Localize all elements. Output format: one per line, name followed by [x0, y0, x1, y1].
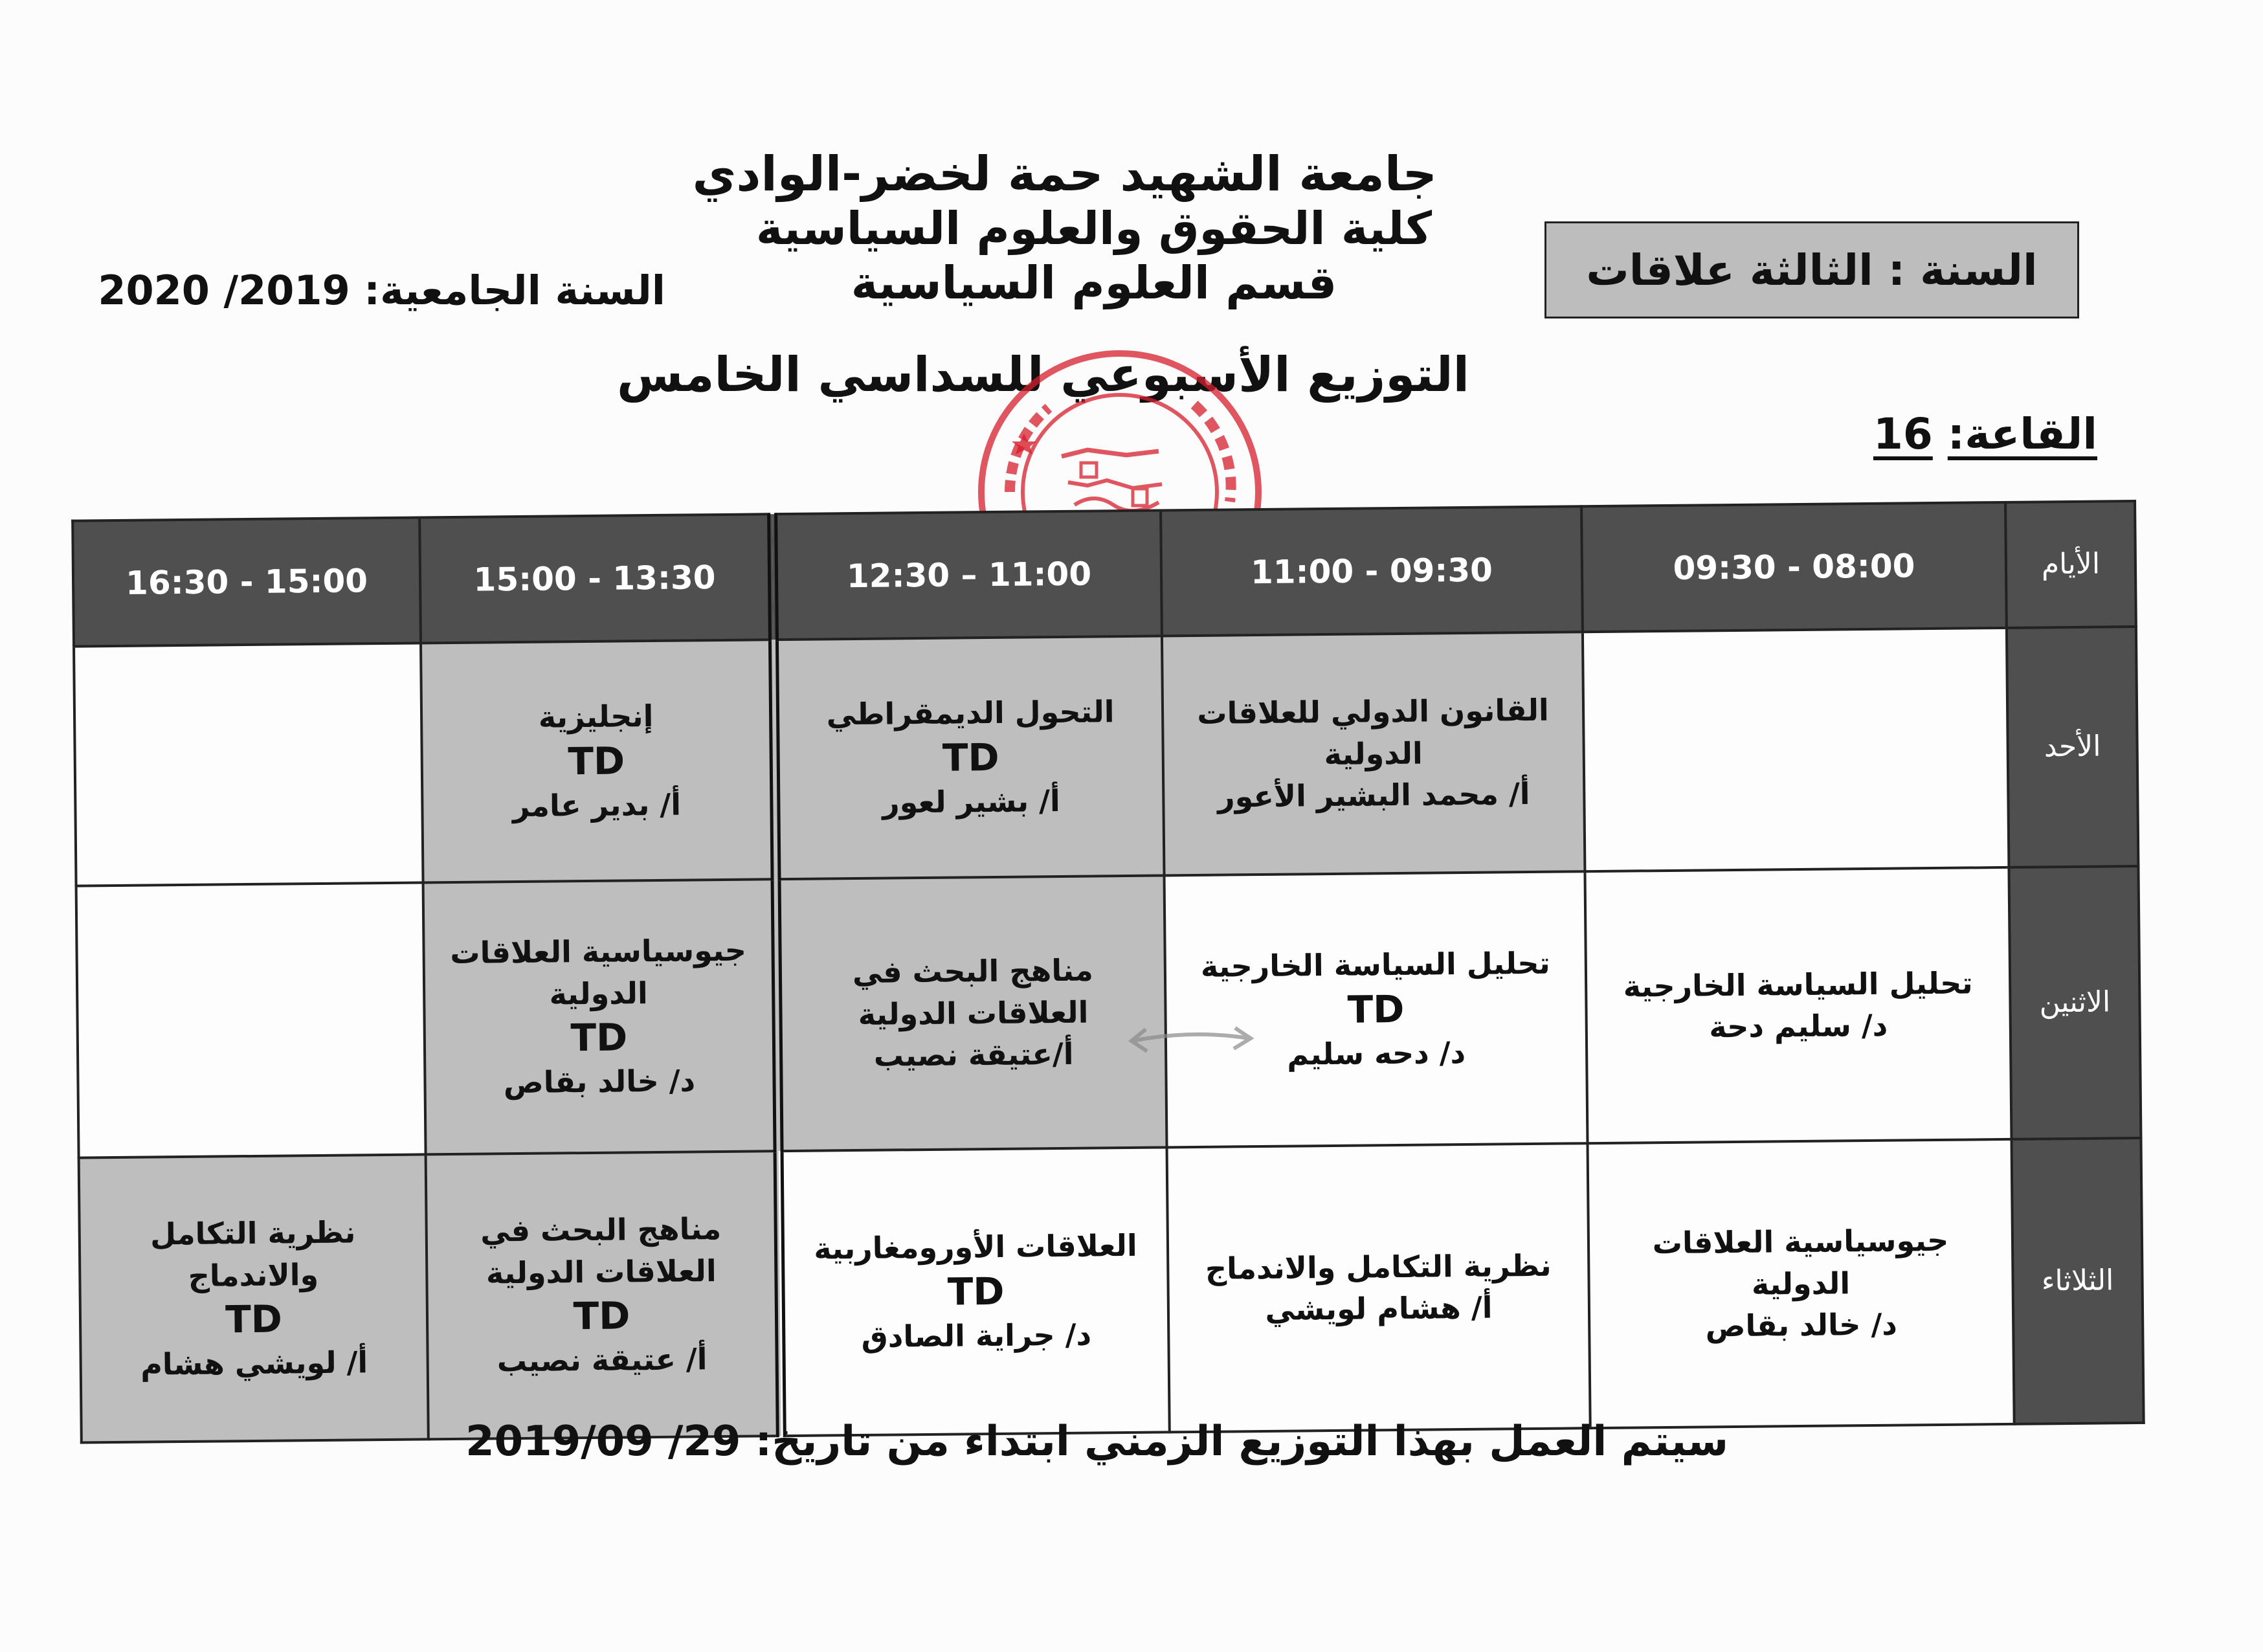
cell-monday-slot3 — [776, 875, 1167, 1151]
instructor-name: أ/ بشير لعور — [882, 783, 1060, 820]
academic-year: السنة الجامعية: 2019/ 2020 — [98, 267, 665, 314]
cell-tuesday-slot5 — [79, 1154, 429, 1442]
instructor-name: أ/ هشام لويشي — [1265, 1289, 1493, 1327]
course-name: تحليل السياسة الخارجية — [1623, 965, 1973, 1004]
instructor-name: د/ سليم دحة — [1709, 1007, 1888, 1045]
instructor-name: د/ جراية الصادق — [861, 1317, 1092, 1355]
instructor-name: د/ خالد بقاص — [1705, 1306, 1898, 1344]
cell-monday-slot2 — [1165, 871, 1588, 1147]
time-slot-3: 11:00 – 12:30 — [772, 510, 1162, 640]
course-name: مناهج البحث في العلاقات الدولية — [480, 1211, 722, 1291]
instructor-name: أ/ عتيقة نصيب — [496, 1341, 708, 1379]
cell-sunday-slot5 — [74, 643, 423, 886]
weekly-timetable — [71, 500, 2145, 1444]
cell-sunday-slot2 — [1162, 632, 1585, 875]
effective-date-note: سيتم العمل بهذا التوزيع الزمني ابتداء من تاريخ: 29/ 2019/09 — [465, 1418, 1728, 1466]
days-header: الأيام — [2005, 501, 2136, 628]
day-sunday: الأحد — [2007, 627, 2139, 867]
year-level-box — [1544, 221, 2079, 318]
course-name: القانون الدولي للعلاقات الدولية — [1197, 693, 1550, 772]
hall-number: 16 — [1873, 409, 1933, 459]
instructor-name: د/ دحه سليم — [1286, 1035, 1466, 1072]
cell-monday-slot1 — [1585, 867, 2011, 1143]
course-name: جيوسياسية العلاقات الدولية — [1652, 1223, 1949, 1302]
course-name: جيوسياسية العلاقات الدولية — [450, 932, 747, 1012]
cell-tuesday-slot4 — [426, 1151, 781, 1439]
time-slot-4: 13:30 - 15:00 — [419, 514, 774, 643]
session-type: TD — [947, 1269, 1005, 1314]
timetable-header-row — [72, 501, 2136, 647]
instructor-name: أ/ لويشي هشام — [140, 1345, 368, 1383]
year-level-label: السنة : الثالثة علاقات — [1586, 245, 2038, 295]
cell-tuesday-slot1 — [1588, 1139, 2014, 1428]
time-slot-2: 09:30 - 11:00 — [1161, 506, 1583, 636]
session-type: TD — [1347, 987, 1405, 1032]
department-name: قسم العلوم السياسية — [851, 256, 1337, 309]
session-type: TD — [573, 1293, 630, 1339]
cell-sunday-slot1 — [1583, 628, 2009, 871]
table-row-tuesday — [79, 1138, 2144, 1443]
session-type: TD — [942, 735, 999, 780]
cell-tuesday-slot2 — [1167, 1143, 1590, 1432]
session-type: TD — [225, 1297, 283, 1342]
time-slot-1: 08:00 - 09:30 — [1581, 502, 2007, 632]
day-monday: الاثنين — [2009, 866, 2141, 1139]
cell-monday-slot4 — [423, 879, 779, 1154]
course-name: العلاقات الأورومغاربية — [814, 1228, 1137, 1267]
time-slot-5: 15:00 - 16:30 — [72, 517, 421, 646]
university-name: جامعة الشهيد حمة لخضر-الوادي — [692, 146, 1437, 202]
day-tuesday: الثلاثاء — [2011, 1138, 2143, 1424]
table-row-sunday — [74, 627, 2138, 886]
schedule-title: التوزيع الأسبوعي للسداسي الخامس — [617, 347, 1469, 403]
course-name: التحول الديمقراطي — [826, 694, 1115, 732]
course-name: تحليل السياسة الخارجية — [1200, 946, 1551, 985]
instructor-name: أ/ بدير عامر — [512, 787, 682, 824]
instructor-name: أ/ محمد البشير الأعور — [1217, 776, 1530, 814]
cell-sunday-slot3 — [774, 636, 1165, 879]
course-name: مناهج البحث في العلاقات الدولية — [852, 952, 1094, 1032]
hall-label: القاعة: — [1947, 409, 2097, 459]
instructor-name: د/ خالد بقاص — [503, 1063, 696, 1100]
cell-monday-slot5 — [76, 882, 426, 1157]
cell-tuesday-slot3 — [779, 1147, 1170, 1436]
cell-sunday-slot4 — [421, 640, 776, 882]
swap-arrow-icon — [1120, 1016, 1262, 1062]
course-name: نظرية التكامل والاندماج — [150, 1214, 356, 1293]
course-name: إنجليزية — [538, 698, 654, 735]
faculty-name: كلية الحقوق والعلوم السياسية — [755, 202, 1432, 255]
hall-info — [1873, 409, 2097, 459]
instructor-name: أ/عتيقة نصيب — [873, 1036, 1074, 1073]
session-type: TD — [570, 1015, 628, 1060]
table-row-monday — [76, 866, 2141, 1158]
session-type: TD — [568, 739, 625, 784]
course-name: نظرية التكامل والاندماج — [1205, 1247, 1552, 1286]
